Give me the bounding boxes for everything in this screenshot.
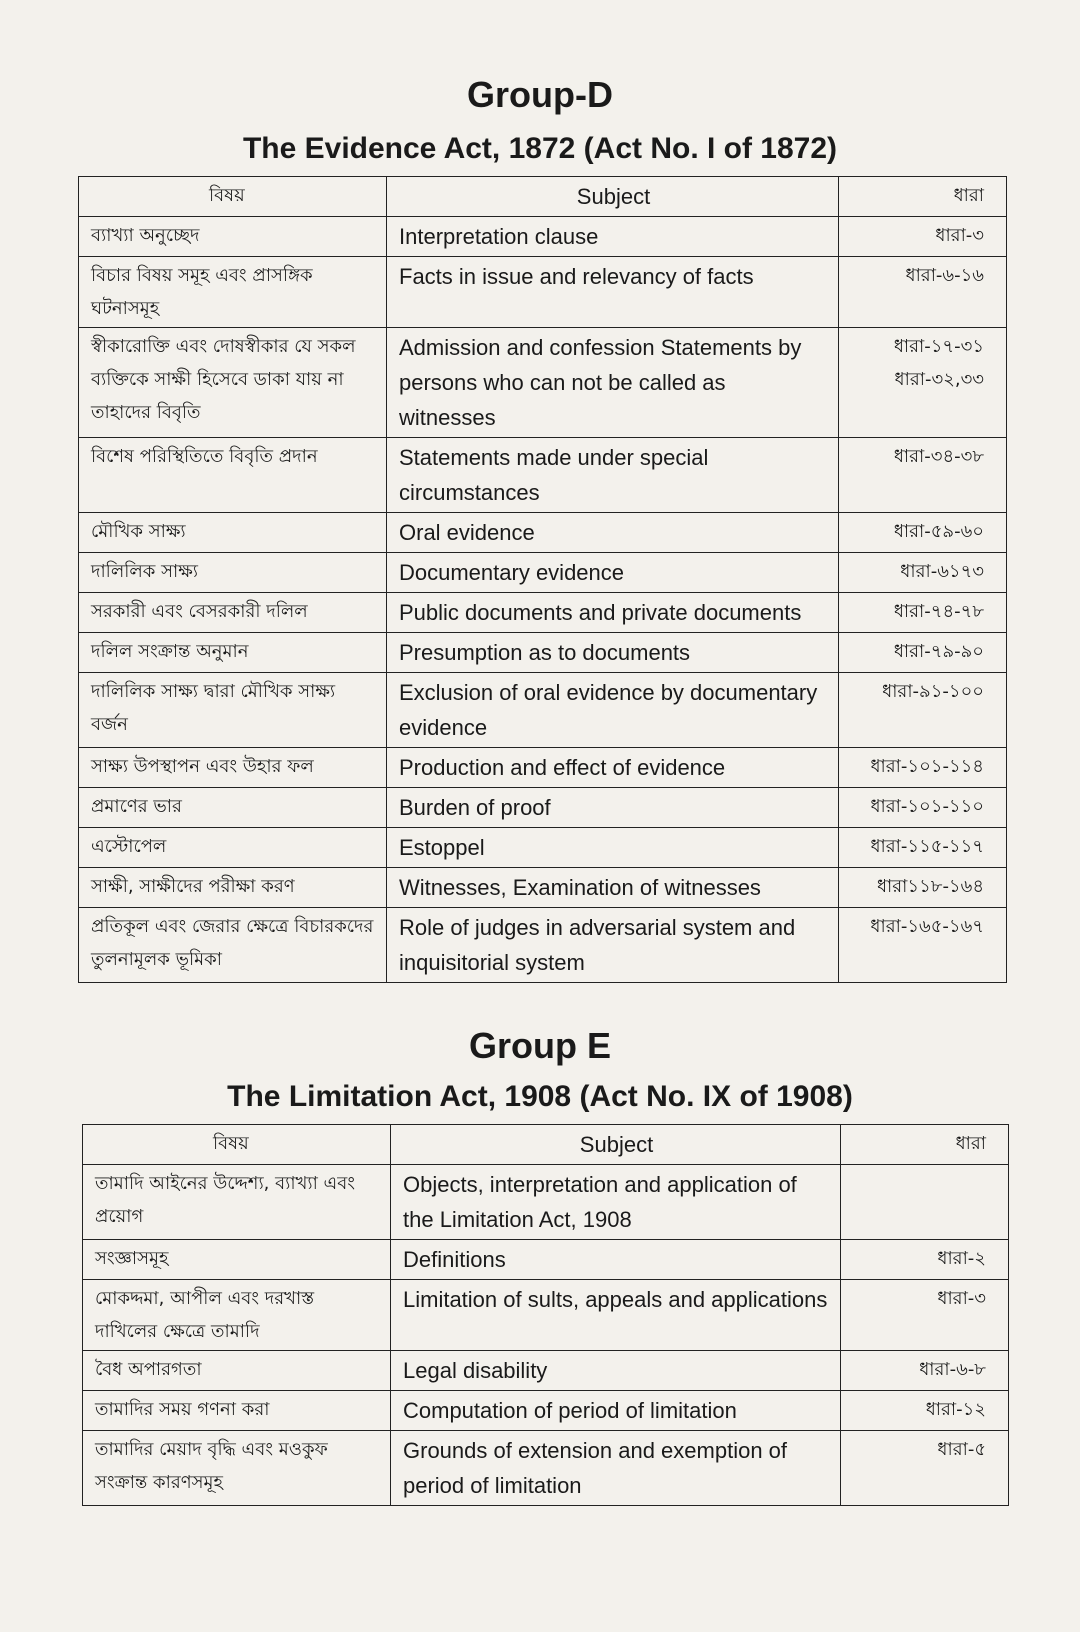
section-cell [841, 1240, 1009, 1280]
table-row [83, 1165, 1009, 1240]
section-ref: ধারা-২ [937, 1248, 986, 1269]
subject-bn-cell: বিশেষ পরিস্থিতিতে বিবৃতি প্রদান [79, 438, 387, 513]
section-ref: ধারা-৩২,৩৩ [894, 369, 984, 390]
table-row [79, 633, 1007, 673]
section-ref: ধারা-৯১-১০০ [882, 681, 984, 702]
subject-bn-cell: প্রতিকূল এবং জেরার ক্ষেত্রে বিচারকদের তুলনামূলক ভূমিকা [79, 908, 387, 983]
subject-bn-cell: মোকদ্দমা, আপীল এবং দরখাস্ত দাখিলের ক্ষেত্রে তামাদি [83, 1280, 391, 1351]
section-ref: ধারা-৫৯-৬০ [893, 521, 984, 542]
section-cell [841, 1391, 1009, 1431]
subject-bn-cell: মৌখিক সাক্ষ্য [79, 513, 387, 553]
subject-en-cell: Computation of period of limitation [391, 1391, 841, 1431]
subject-en-cell: Production and effect of evidence [387, 748, 839, 788]
section-ref: ধারা-৬-৮ [919, 1359, 986, 1380]
subject-en-cell: Witnesses, Examination of witnesses [387, 868, 839, 908]
section-cell [839, 593, 1007, 633]
section-cell [841, 1280, 1009, 1351]
section-cell [839, 868, 1007, 908]
table-row [79, 673, 1007, 748]
section-cell [839, 328, 1007, 438]
table-row [83, 1431, 1009, 1506]
subject-en-cell: Public documents and private documents [387, 593, 839, 633]
table-row [79, 828, 1007, 868]
subject-en-cell: Objects, interpretation and application of the Limitation Act, 1908 [391, 1165, 841, 1240]
table-header-row [79, 177, 1007, 217]
subject-en-cell: Limitation of sults, appeals and applications [391, 1280, 841, 1351]
subject-bn-cell: তামাদির সময় গণনা করা [83, 1391, 391, 1431]
table-row [79, 908, 1007, 983]
section-ref: ধারা-১২ [925, 1399, 986, 1420]
limitation-act-table [82, 1124, 1009, 1506]
subject-bn-cell: সাক্ষ্য উপস্থাপন এবং উহার ফল [79, 748, 387, 788]
subject-en-cell: Oral evidence [387, 513, 839, 553]
evidence-act-title: The Evidence Act, 1872 (Act No. I of 1872) [242, 132, 838, 165]
subject-bn-cell: সাক্ষী, সাক্ষীদের পরীক্ষা করণ [79, 868, 387, 908]
subject-en-cell: Role of judges in adversarial system and inquisitorial system [387, 908, 839, 983]
subject-en-cell: Exclusion of oral evidence by documentary evidence [387, 673, 839, 748]
subject-en-cell: Definitions [391, 1240, 841, 1280]
subject-bn-cell: সংজ্ঞাসমূহ [83, 1240, 391, 1280]
group-e-title: Group E [469, 1025, 611, 1066]
section-ref: ধারা-৬-১৬ [905, 265, 984, 286]
table-row [83, 1240, 1009, 1280]
subject-bn-cell: সরকারী এবং বেসরকারী দলিল [79, 593, 387, 633]
header-subject: Subject [391, 1125, 841, 1165]
header-section: ধারা [841, 1125, 1009, 1165]
section-ref: ধারা-৭৯-৯০ [893, 641, 984, 662]
table-row [79, 553, 1007, 593]
section-cell [841, 1165, 1009, 1240]
section-cell [839, 513, 1007, 553]
section-ref: ধারা-১১৫-১১৭ [870, 836, 984, 857]
subject-en-cell: Documentary evidence [387, 553, 839, 593]
subject-en-cell: Facts in issue and relevancy of facts [387, 257, 839, 328]
subject-bn-cell: বৈধ অপারগতা [83, 1351, 391, 1391]
section-ref: ধারা-১০১-১১৪ [870, 756, 984, 777]
table-row [79, 868, 1007, 908]
subject-en-cell: Admission and confession Statements by persons who can not be called as witnesses [387, 328, 839, 438]
table-header-row [83, 1125, 1009, 1165]
section-ref: ধারা-১০১-১১০ [870, 796, 984, 817]
section-cell [839, 438, 1007, 513]
section-cell [839, 217, 1007, 257]
table-row [79, 257, 1007, 328]
table-row [79, 748, 1007, 788]
subject-bn-cell: স্বীকারোক্তি এবং দোষস্বীকার যে সকল ব্যক্তিকে সাক্ষী হিসেবে ডাকা যায় না তাহাদের বিবৃতি [79, 328, 387, 438]
header-section: ধারা [839, 177, 1007, 217]
subject-en-cell: Presumption as to documents [387, 633, 839, 673]
subject-bn-cell: দালিলিক সাক্ষ্য দ্বারা মৌখিক সাক্ষ্য বর্জন [79, 673, 387, 748]
subject-en-cell: Statements made under special circumstances [387, 438, 839, 513]
subject-bn-cell: প্রমাণের ভার [79, 788, 387, 828]
section-ref: ধারা-৩ [935, 225, 984, 246]
subject-bn-cell: তামাদি আইনের উদ্দেশ্য, ব্যাখ্যা এবং প্রয়োগ [83, 1165, 391, 1240]
evidence-act-table [78, 176, 1007, 983]
section-cell [839, 828, 1007, 868]
section-ref: ধারা-৩ [937, 1288, 986, 1309]
section-cell [839, 908, 1007, 983]
table-row [79, 513, 1007, 553]
section-cell [839, 673, 1007, 748]
header-bn: বিষয় [79, 177, 387, 217]
subject-bn-cell: দালিলিক সাক্ষ্য [79, 553, 387, 593]
section-cell [839, 748, 1007, 788]
table-row [79, 788, 1007, 828]
section-cell [839, 633, 1007, 673]
section-ref: ধারা-৬১৭৩ [900, 561, 984, 582]
subject-en-cell: Estoppel [387, 828, 839, 868]
section-ref: ধারা-৩৪-৩৮ [893, 446, 984, 467]
section-ref: ধারা১১৮-১৬৪ [876, 876, 984, 897]
table-row [83, 1391, 1009, 1431]
section-cell [839, 257, 1007, 328]
section-cell [841, 1351, 1009, 1391]
subject-bn-cell: তামাদির মেয়াদ বৃদ্ধি এবং মওকুফ সংক্রান্ত কারণসমূহ [83, 1431, 391, 1506]
header-subject: Subject [387, 177, 839, 217]
section-ref: ধারা-১৬৫-১৬৭ [870, 916, 984, 937]
subject-bn-cell: এস্টোপেল [79, 828, 387, 868]
section-cell [839, 788, 1007, 828]
subject-bn-cell: দলিল সংক্রান্ত অনুমান [79, 633, 387, 673]
table-row [79, 593, 1007, 633]
table-row [79, 438, 1007, 513]
section-cell [841, 1431, 1009, 1506]
table-row [83, 1351, 1009, 1391]
subject-en-cell: Grounds of extension and exemption of period of limitation [391, 1431, 841, 1506]
subject-en-cell: Interpretation clause [387, 217, 839, 257]
section-ref: ধারা-১৭-৩১ [893, 336, 984, 357]
section-ref: ধারা-৫ [937, 1439, 986, 1460]
section-ref: ধারা-৭৪-৭৮ [893, 601, 984, 622]
table-row [79, 328, 1007, 438]
group-d-title: Group-D [467, 74, 613, 115]
subject-en-cell: Legal disability [391, 1351, 841, 1391]
header-bn: বিষয় [83, 1125, 391, 1165]
table-row [79, 217, 1007, 257]
table-row [83, 1280, 1009, 1351]
subject-en-cell: Burden of proof [387, 788, 839, 828]
subject-bn-cell: বিচার বিষয় সমূহ এবং প্রাসঙ্গিক ঘটনাসমূহ [79, 257, 387, 328]
subject-bn-cell: ব্যাখ্যা অনুচ্ছেদ [79, 217, 387, 257]
section-cell [839, 553, 1007, 593]
limitation-act-title: The Limitation Act, 1908 (Act No. IX of 1908) [227, 1080, 853, 1113]
